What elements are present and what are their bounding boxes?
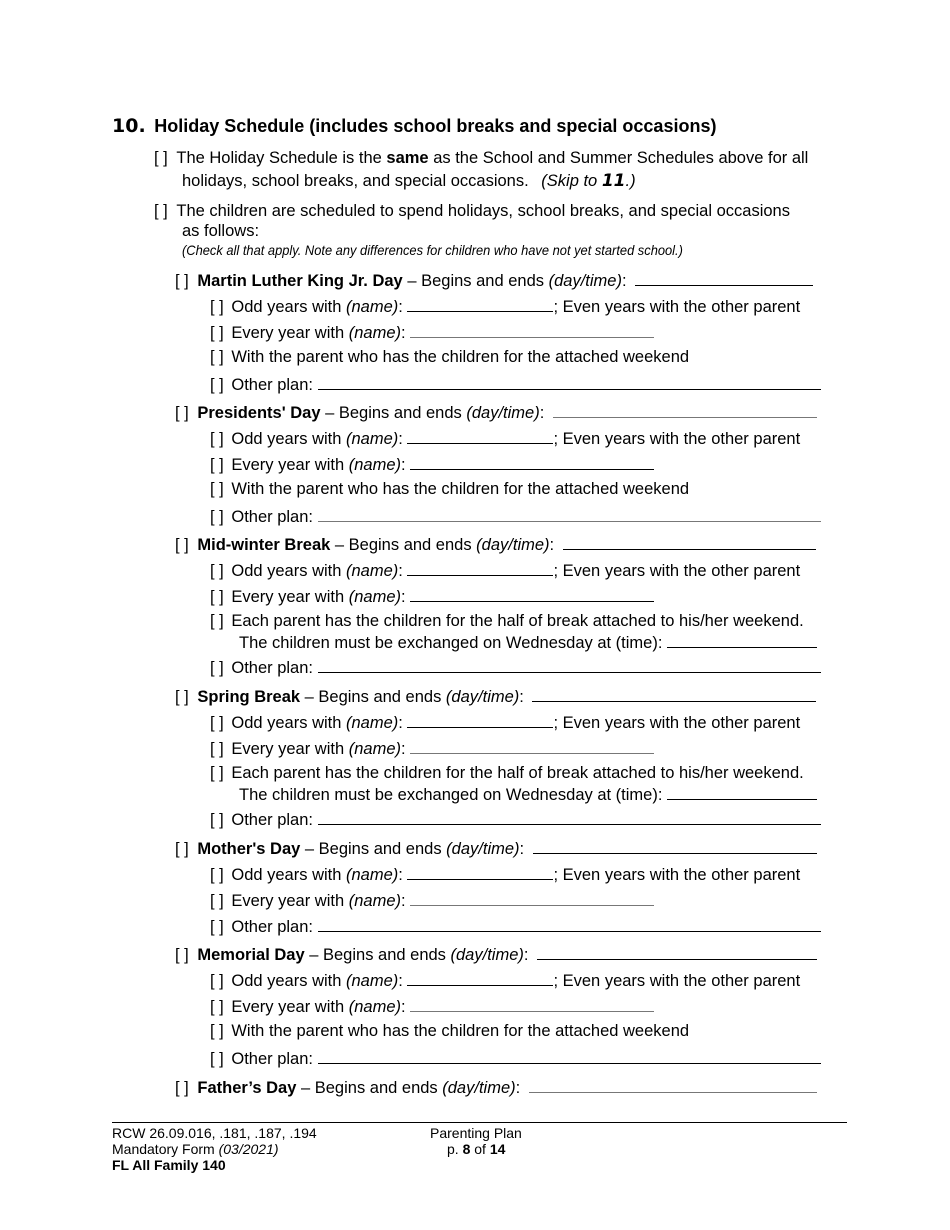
- mothers-other-plan[interactable]: [ ] Other plan:: [210, 915, 821, 937]
- time-field[interactable]: [667, 783, 817, 800]
- name-field[interactable]: [407, 969, 553, 986]
- mlk-every-year[interactable]: [ ] Every year with (name):: [210, 321, 654, 343]
- presidents-other-plan[interactable]: [ ] Other plan:: [210, 505, 821, 527]
- option-same-line2: holidays, school breaks, and special occasions. (Skip to 11.): [182, 171, 636, 191]
- holiday-memorial-day[interactable]: [ ] Memorial Day – Begins and ends (day/time):: [175, 943, 817, 965]
- checkbox[interactable]: [ ]: [154, 149, 168, 167]
- time-field[interactable]: [667, 631, 817, 648]
- spring-half-break[interactable]: [ ] Each parent has the children for the half of break attached to his/her weekend.: [210, 764, 804, 782]
- presidents-odd-years[interactable]: [ ] Odd years with (name): ; Even years with the other parent: [210, 427, 800, 449]
- mothers-odd-years[interactable]: [ ] Odd years with (name): ; Even years with the other parent: [210, 863, 800, 885]
- name-field[interactable]: [407, 863, 553, 880]
- checkbox[interactable]: [ ]: [175, 1079, 189, 1097]
- presidents-attached-weekend[interactable]: [ ] With the parent who has the children for the attached weekend: [210, 480, 690, 498]
- holiday-midwinter[interactable]: [ ] Mid-winter Break – Begins and ends (day/time):: [175, 533, 816, 555]
- checkbox[interactable]: [ ]: [175, 840, 189, 858]
- presidents-every-year[interactable]: [ ] Every year with (name):: [210, 453, 654, 475]
- spring-other-plan[interactable]: [ ] Other plan:: [210, 808, 821, 830]
- footer-doc-title: Parenting Plan: [430, 1125, 522, 1141]
- footer-form-id: FL All Family 140: [112, 1157, 226, 1173]
- memorial-other-plan[interactable]: [ ] Other plan:: [210, 1047, 821, 1069]
- holiday-fathers-day[interactable]: [ ] Father’s Day – Begins and ends (day/time):: [175, 1076, 817, 1098]
- footer-rcw: RCW 26.09.016, .181, .187, .194: [112, 1125, 317, 1141]
- spring-exchange: The children must be exchanged on Wednesday at (time):: [239, 783, 817, 805]
- name-field[interactable]: [410, 889, 654, 906]
- holiday-mlk[interactable]: [ ] Martin Luther King Jr. Day – Begins and ends (day/time):: [175, 269, 813, 291]
- footer-page-number: p. 8 of 14: [447, 1141, 506, 1157]
- holiday-spring-break[interactable]: [ ] Spring Break – Begins and ends (day/time):: [175, 685, 816, 707]
- spring-odd-years[interactable]: [ ] Odd years with (name): ; Even years with the other parent: [210, 711, 800, 733]
- holiday-presidents[interactable]: [ ] Presidents' Day – Begins and ends (day/time):: [175, 401, 817, 423]
- footer-divider: [112, 1122, 847, 1123]
- mlk-other-plan[interactable]: [ ] Other plan:: [210, 373, 821, 395]
- day-time-field[interactable]: [529, 1076, 817, 1093]
- midwinter-other-plan[interactable]: [ ] Other plan:: [210, 656, 821, 678]
- footer-center: [430, 1125, 522, 1157]
- spring-every-year[interactable]: [ ] Every year with (name):: [210, 737, 654, 759]
- day-time-field[interactable]: [537, 943, 817, 960]
- other-plan-field[interactable]: [318, 373, 821, 390]
- option-follows[interactable]: [ ] The children are scheduled to spend holidays, school breaks, and special occasions: [154, 202, 790, 220]
- other-plan-field[interactable]: [318, 656, 821, 673]
- name-field[interactable]: [410, 995, 654, 1012]
- name-field[interactable]: [410, 453, 654, 470]
- section-title: Holiday Schedule (includes school breaks and special occasions): [154, 116, 717, 136]
- other-plan-field[interactable]: [318, 505, 821, 522]
- memorial-attached-weekend[interactable]: [ ] With the parent who has the children for the attached weekend: [210, 1022, 690, 1040]
- name-field[interactable]: [410, 585, 654, 602]
- name-field[interactable]: [407, 559, 553, 576]
- midwinter-half-break[interactable]: [ ] Each parent has the children for the half of break attached to his/her weekend.: [210, 612, 804, 630]
- day-time-field[interactable]: [532, 685, 816, 702]
- mothers-every-year[interactable]: [ ] Every year with (name):: [210, 889, 654, 911]
- mlk-odd-years[interactable]: [ ] Odd years with (name): ; Even years with the other parent: [210, 295, 800, 317]
- other-plan-field[interactable]: [318, 915, 821, 932]
- name-field[interactable]: [407, 711, 553, 728]
- name-field[interactable]: [407, 295, 553, 312]
- checkbox[interactable]: [ ]: [175, 946, 189, 964]
- checkbox[interactable]: [ ]: [175, 404, 189, 422]
- section-heading: [112, 116, 716, 137]
- day-time-field[interactable]: [563, 533, 816, 550]
- midwinter-odd-years[interactable]: [ ] Odd years with (name): ; Even years with the other parent: [210, 559, 800, 581]
- checkbox[interactable]: [ ]: [175, 536, 189, 554]
- memorial-every-year[interactable]: [ ] Every year with (name):: [210, 995, 654, 1017]
- other-plan-field[interactable]: [318, 808, 821, 825]
- instruction-note: (Check all that apply. Note any differences for children who have not yet started school.): [182, 242, 683, 258]
- day-time-field[interactable]: [533, 837, 817, 854]
- footer-mandatory: Mandatory Form (03/2021): [112, 1141, 279, 1157]
- name-field[interactable]: [407, 427, 553, 444]
- section-number: 10.: [112, 115, 146, 137]
- checkbox[interactable]: [ ]: [175, 272, 189, 290]
- name-field[interactable]: [410, 321, 654, 338]
- checkbox[interactable]: [ ]: [175, 688, 189, 706]
- memorial-odd-years[interactable]: [ ] Odd years with (name): ; Even years with the other parent: [210, 969, 800, 991]
- checkbox[interactable]: [ ]: [154, 202, 168, 220]
- other-plan-field[interactable]: [318, 1047, 821, 1064]
- mlk-attached-weekend[interactable]: [ ] With the parent who has the children for the attached weekend: [210, 348, 690, 366]
- day-time-field[interactable]: [635, 269, 813, 286]
- holiday-mothers-day[interactable]: [ ] Mother's Day – Begins and ends (day/time):: [175, 837, 817, 859]
- midwinter-exchange: The children must be exchanged on Wednesday at (time):: [239, 631, 817, 653]
- day-time-field[interactable]: [553, 401, 817, 418]
- midwinter-every-year[interactable]: [ ] Every year with (name):: [210, 585, 654, 607]
- name-field[interactable]: [410, 737, 654, 754]
- footer-left: [112, 1125, 317, 1173]
- option-same[interactable]: [ ] The Holiday Schedule is the same as the School and Summer Schedules above for all: [154, 149, 809, 167]
